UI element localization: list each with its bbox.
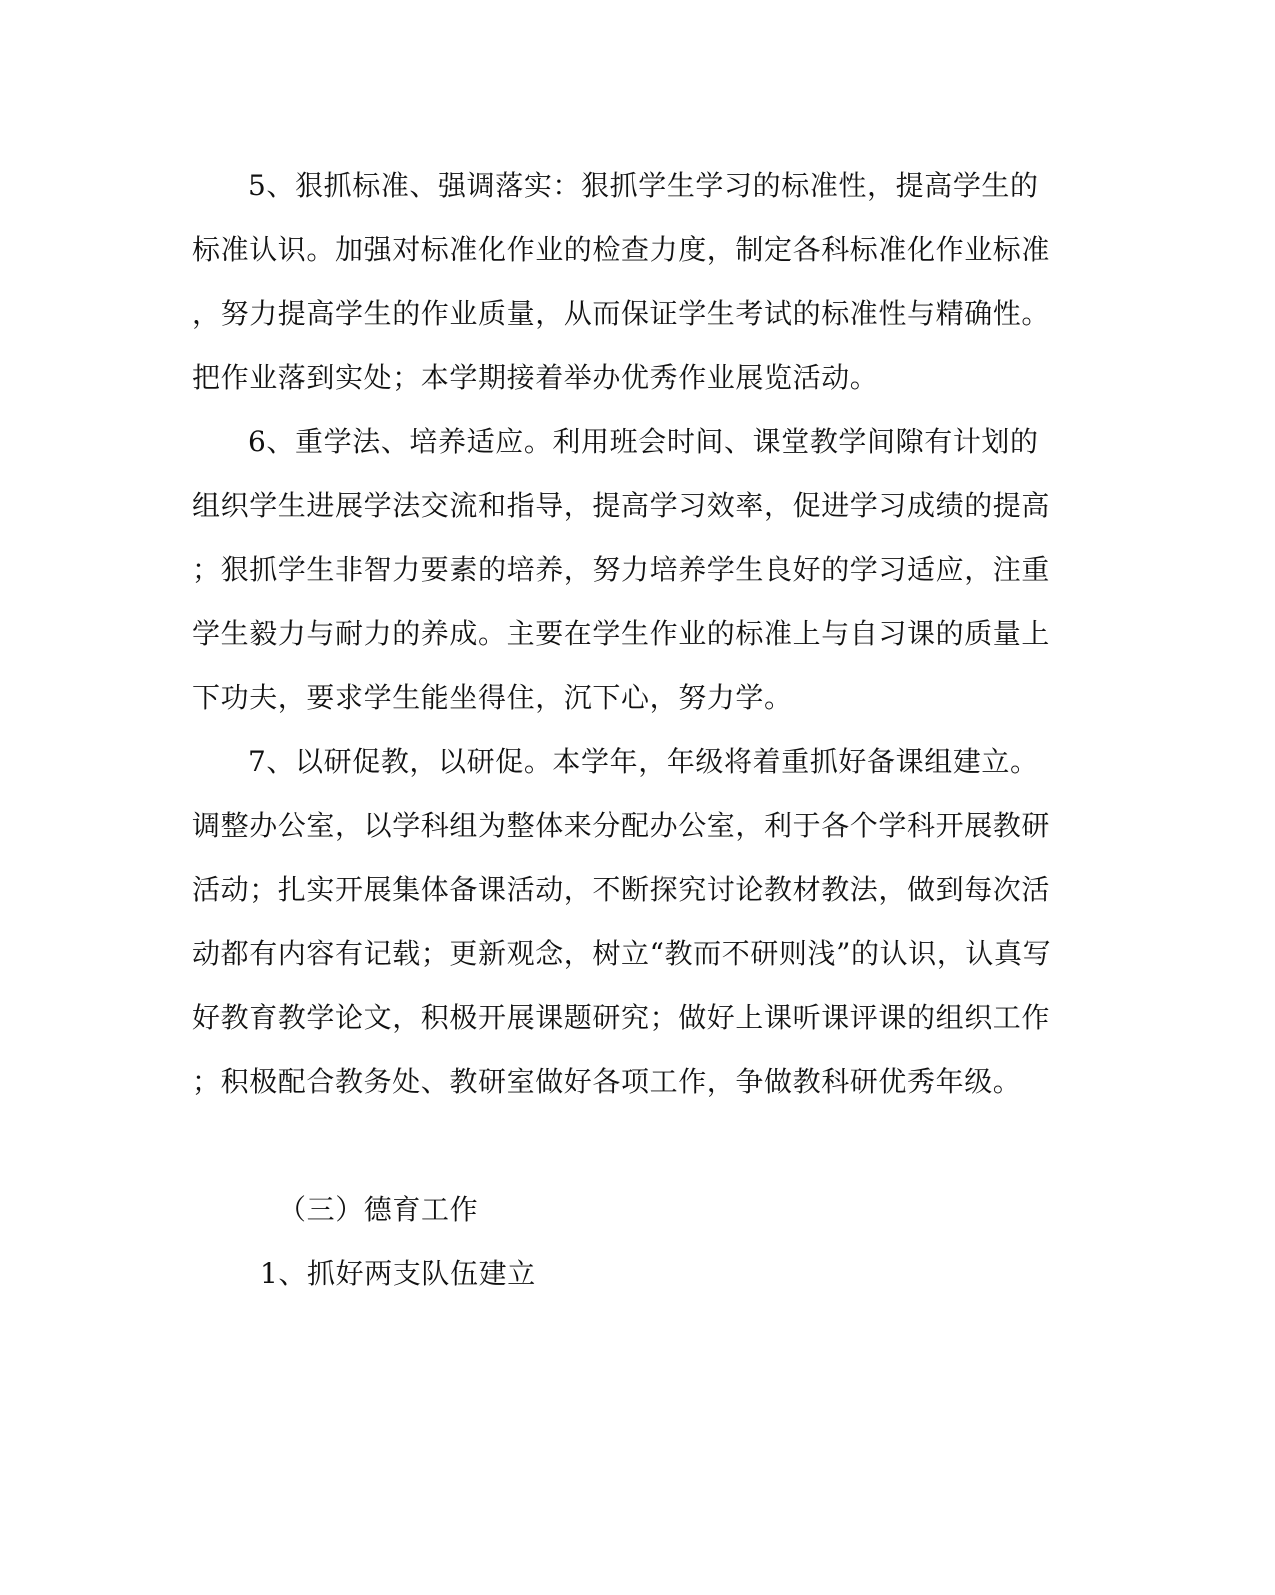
paragraph-5-line-2: 标准认识。加强对标准化作业的检查力度，制定各科标准化作业标准 xyxy=(192,233,1051,266)
sub-heading: 1、抓好两支队伍建立 xyxy=(260,1257,536,1290)
paragraph-6-line-3: ；狠抓学生非智力要素的培养，努力培养学生良好的学习适应，注重 xyxy=(192,553,1051,586)
paragraph-7-line-1: 7、以研促教，以研促。本学年，年级将着重抓好备课组建立。 xyxy=(248,745,1039,778)
paragraph-5-line-3: ，努力提高学生的作业质量，从而保证学生考试的标准性与精确性。 xyxy=(192,297,1051,330)
section-heading: （三）德育工作 xyxy=(278,1193,479,1226)
paragraph-7-line-4: 动都有内容有记载；更新观念，树立“教而不研则浅”的认识，认真写 xyxy=(192,937,1052,970)
paragraph-7-line-2: 调整办公室，以学科组为整体来分配办公室，利于各个学科开展教研 xyxy=(192,809,1051,842)
paragraph-7-line-3: 活动；扎实开展集体备课活动，不断探究讨论教材教法，做到每次活 xyxy=(192,873,1051,906)
paragraph-6-line-1: 6、重学法、培养适应。利用班会时间、课堂教学间隙有计划的 xyxy=(248,425,1039,458)
paragraph-7-line-5: 好教育教学论文，积极开展课题研究；做好上课听课评课的组织工作 xyxy=(192,1001,1051,1034)
paragraph-6-line-2: 组织学生进展学法交流和指导，提高学习效率，促进学习成绩的提高 xyxy=(192,489,1051,522)
paragraph-7-line-6: ；积极配合教务处、教研室做好各项工作，争做教科研优秀年级。 xyxy=(192,1065,1022,1098)
paragraph-5-line-4: 把作业落到实处；本学期接着举办优秀作业展览活动。 xyxy=(192,361,879,394)
paragraph-5-line-1: 5、狠抓标准、强调落实：狠抓学生学习的标准性，提高学生的 xyxy=(248,169,1039,202)
paragraph-6-line-5: 下功夫，要求学生能坐得住，沉下心，努力学。 xyxy=(192,681,793,714)
paragraph-6-line-4: 学生毅力与耐力的养成。主要在学生作业的标准上与自习课的质量上 xyxy=(192,617,1051,650)
